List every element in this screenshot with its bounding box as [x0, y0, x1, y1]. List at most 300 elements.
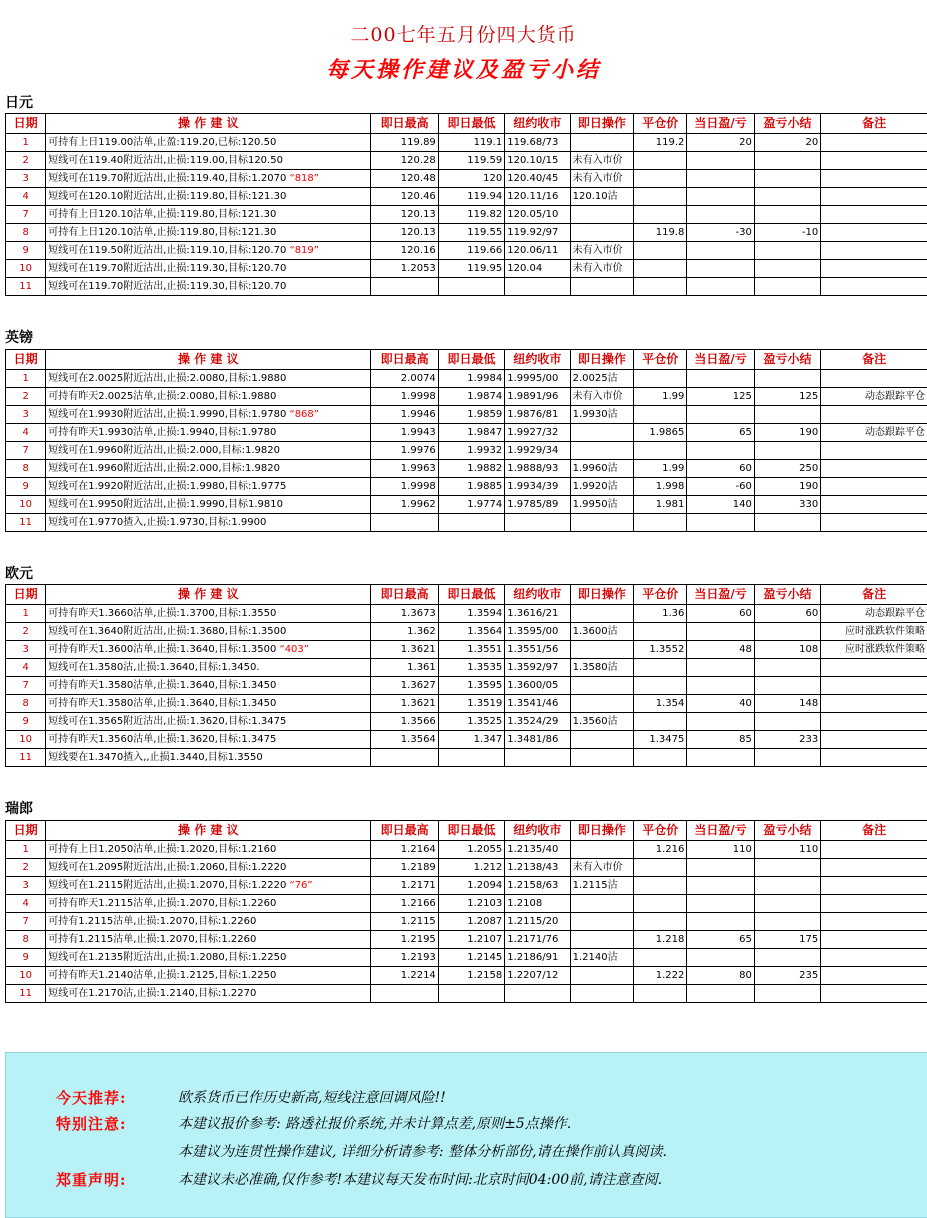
table-row — [6, 895, 927, 913]
pl-cell — [687, 877, 754, 895]
pl-cell — [687, 949, 754, 967]
column-header: 平仓价 — [634, 585, 687, 605]
suggestion-text: 可持有昨天1.3560沽单,止损:1.3620,目标:1.3475 — [48, 734, 277, 745]
pl-cell — [687, 406, 754, 424]
column-header: 备注 — [821, 585, 927, 605]
low-cell: 1.9847 — [438, 424, 504, 442]
column-header: 当日盈/亏 — [687, 350, 754, 370]
pl-cell: 48 — [687, 641, 754, 659]
suggestion-text: 短线可在1.9930附近沽出,止损:1.9990,目标:1.9780 — [48, 409, 287, 420]
op-cell — [570, 224, 633, 242]
high-cell: 1.2171 — [371, 877, 438, 895]
high-cell: 2.0074 — [371, 370, 438, 388]
disclaimer-label: 郑重声明: — [56, 1171, 127, 1189]
pl-cell — [687, 206, 754, 224]
op-cell — [570, 424, 633, 442]
notice-text-1: 本建议报价参考: 路透社报价系统,并未计算点差,原则±5点操作. — [178, 1116, 572, 1132]
suggestion-text: 可持有1.2115沽单,止损:1.2070,目标:1.2260 — [48, 934, 257, 945]
column-header: 即日最低 — [438, 114, 504, 134]
op-cell — [570, 206, 633, 224]
day-cell: 10 — [6, 967, 46, 985]
day-cell: 11 — [6, 514, 46, 532]
price-cell — [634, 152, 687, 170]
op-cell — [570, 731, 633, 749]
close-cell: 1.9888/93 — [505, 460, 570, 478]
total-cell — [754, 188, 820, 206]
column-header: 盈亏小结 — [754, 114, 820, 134]
currency-label: 日元 — [5, 95, 33, 111]
table-row — [6, 749, 927, 767]
pl-cell — [687, 713, 754, 731]
high-cell: 1.2214 — [371, 967, 438, 985]
price-cell — [634, 895, 687, 913]
total-cell — [754, 859, 820, 877]
column-header: 盈亏小结 — [754, 585, 820, 605]
table-row — [6, 260, 927, 278]
total-cell — [754, 442, 820, 460]
op-cell — [570, 749, 633, 767]
note-cell — [821, 478, 927, 496]
disclaimer-text: 本建议未必准确,仅作参考!本建议每天发布时间:北京时间04:00前,请注意查阅. — [178, 1172, 663, 1188]
suggestion-text: 可持有昨天1.9930沽单,止损:1.9940,目标:1.9780 — [48, 427, 277, 438]
suggestion-cell — [46, 713, 371, 731]
price-cell — [634, 278, 687, 296]
pl-cell — [687, 260, 754, 278]
suggestion-text: 可持有上日119.00沽单,止盈:119.20,已标:120.50 — [48, 137, 277, 148]
column-header: 平仓价 — [634, 821, 687, 841]
pl-cell: 65 — [687, 931, 754, 949]
day-cell: 1 — [6, 605, 46, 623]
total-cell: 330 — [754, 496, 820, 514]
column-header: 操 作 建 议 — [46, 350, 371, 370]
suggestion-cell — [46, 877, 371, 895]
suggestion-text: 短线可在1.9770揸入,止损:1.9730,目标:1.9900 — [48, 517, 267, 528]
table-row — [6, 496, 927, 514]
op-cell — [570, 967, 633, 985]
suggestion-cell — [46, 478, 371, 496]
pl-cell — [687, 749, 754, 767]
low-cell: 1.2145 — [438, 949, 504, 967]
note-cell — [821, 731, 927, 749]
suggestion-text: 短线可在120.10附近沽出,止损:119.80,目标:121.30 — [48, 191, 287, 202]
suggestion-text: 短线可在1.2170沽,止损:1.2140,目标:1.2270 — [48, 988, 257, 999]
low-cell: 1.347 — [438, 731, 504, 749]
low-cell: 1.2103 — [438, 895, 504, 913]
low-cell: 1.3564 — [438, 623, 504, 641]
close-cell: 1.3481/86 — [505, 731, 570, 749]
operation-table — [5, 113, 927, 296]
total-cell — [754, 895, 820, 913]
suggestion-cell — [46, 859, 371, 877]
price-cell: 1.9865 — [634, 424, 687, 442]
day-cell: 11 — [6, 749, 46, 767]
price-cell: 1.99 — [634, 460, 687, 478]
table-row — [6, 949, 927, 967]
table-row — [6, 985, 927, 1003]
table-header-row — [6, 114, 927, 134]
op-cell: 1.3600沽 — [570, 623, 633, 641]
pl-cell: 60 — [687, 460, 754, 478]
op-cell: 1.9960沽 — [570, 460, 633, 478]
low-cell: 1.3535 — [438, 659, 504, 677]
column-header: 纽约收市 — [505, 821, 570, 841]
column-header: 即日操作 — [570, 114, 633, 134]
price-cell — [634, 370, 687, 388]
day-cell: 10 — [6, 731, 46, 749]
suggestion-cell — [46, 260, 371, 278]
close-cell: 1.3541/46 — [505, 695, 570, 713]
close-cell: 1.2108 — [505, 895, 570, 913]
operation-table — [5, 820, 927, 1003]
table-row — [6, 859, 927, 877]
high-cell — [371, 514, 438, 532]
total-cell — [754, 370, 820, 388]
suggestion-cell — [46, 967, 371, 985]
note-cell — [821, 514, 927, 532]
day-cell: 4 — [6, 424, 46, 442]
close-cell: 120.10/15 — [505, 152, 570, 170]
close-cell: 1.2138/43 — [505, 859, 570, 877]
low-cell: 1.9874 — [438, 388, 504, 406]
day-cell: 7 — [6, 206, 46, 224]
high-cell: 1.2189 — [371, 859, 438, 877]
close-cell: 1.2171/76 — [505, 931, 570, 949]
suggestion-text: 短线可在119.50附近沽出,止损:119.10,目标:120.70 — [48, 245, 287, 256]
close-cell — [505, 278, 570, 296]
table-row — [6, 931, 927, 949]
total-cell: 108 — [754, 641, 820, 659]
day-cell: 10 — [6, 496, 46, 514]
price-cell — [634, 949, 687, 967]
close-cell: 1.9927/32 — [505, 424, 570, 442]
op-cell — [570, 895, 633, 913]
column-header: 操 作 建 议 — [46, 821, 371, 841]
suggestion-cell — [46, 242, 371, 260]
op-cell: 1.9930沽 — [570, 406, 633, 424]
suggestion-text: 短线可在119.70附近沽出,止损:119.30,目标:120.70 — [48, 281, 287, 292]
high-cell: 1.3621 — [371, 695, 438, 713]
total-cell: 190 — [754, 424, 820, 442]
day-cell: 9 — [6, 949, 46, 967]
suggestion-text: 可持有昨天2.0025沽单,止损:2.0080,目标:1.9880 — [48, 391, 277, 402]
price-cell — [634, 242, 687, 260]
note-cell — [821, 370, 927, 388]
price-cell — [634, 677, 687, 695]
table-row — [6, 623, 927, 641]
column-header: 当日盈/亏 — [687, 585, 754, 605]
pl-cell — [687, 188, 754, 206]
notes-panel — [5, 1052, 927, 1218]
day-cell: 3 — [6, 877, 46, 895]
note-cell — [821, 713, 927, 731]
table-row — [6, 442, 927, 460]
recommend-label: 今天推荐: — [56, 1089, 127, 1107]
high-cell: 1.2195 — [371, 931, 438, 949]
low-cell: 1.212 — [438, 859, 504, 877]
price-cell: 1.3475 — [634, 731, 687, 749]
close-cell: 1.3595/00 — [505, 623, 570, 641]
column-header: 平仓价 — [634, 114, 687, 134]
high-cell: 1.9998 — [371, 388, 438, 406]
price-cell: 1.981 — [634, 496, 687, 514]
suggestion-text: 可持有昨天1.3660沽单,止损:1.3700,目标:1.3550 — [48, 608, 277, 619]
pl-cell: 125 — [687, 388, 754, 406]
close-cell: 1.2186/91 — [505, 949, 570, 967]
high-cell: 1.2164 — [371, 841, 438, 859]
column-header: 平仓价 — [634, 350, 687, 370]
low-cell: 1.9882 — [438, 460, 504, 478]
highlight-code: “76” — [289, 880, 313, 891]
suggestion-cell — [46, 605, 371, 623]
day-cell: 9 — [6, 713, 46, 731]
suggestion-text: 短线可在1.2095附近沽出,止损:1.2060,目标:1.2220 — [48, 862, 287, 873]
price-cell — [634, 206, 687, 224]
price-cell: 1.354 — [634, 695, 687, 713]
day-cell: 1 — [6, 370, 46, 388]
low-cell: 119.1 — [438, 134, 504, 152]
suggestion-cell — [46, 206, 371, 224]
suggestion-text: 短线要在1.3470揸入,,止损1.3440,目标1.3550 — [48, 752, 263, 763]
column-header: 即日操作 — [570, 821, 633, 841]
table-row — [6, 278, 927, 296]
price-cell: 1.3552 — [634, 641, 687, 659]
recommend-text: 欧系货币已作历史新高,短线注意回调风险!! — [178, 1090, 446, 1106]
suggestion-cell — [46, 134, 371, 152]
pl-cell — [687, 152, 754, 170]
low-cell: 1.2094 — [438, 877, 504, 895]
column-header: 操 作 建 议 — [46, 114, 371, 134]
price-cell: 1.218 — [634, 931, 687, 949]
price-cell: 1.998 — [634, 478, 687, 496]
suggestion-cell — [46, 949, 371, 967]
price-cell — [634, 514, 687, 532]
low-cell: 1.3525 — [438, 713, 504, 731]
pl-cell — [687, 623, 754, 641]
op-cell: 1.9920沽 — [570, 478, 633, 496]
day-cell: 8 — [6, 224, 46, 242]
op-cell: 1.3560沽 — [570, 713, 633, 731]
column-header: 备注 — [821, 821, 927, 841]
table-row — [6, 424, 927, 442]
low-cell: 1.2158 — [438, 967, 504, 985]
column-header: 日期 — [6, 821, 46, 841]
table-header-row — [6, 821, 927, 841]
op-cell — [570, 641, 633, 659]
day-cell: 8 — [6, 695, 46, 713]
suggestion-cell — [46, 895, 371, 913]
suggestion-text: 短线可在1.2115附近沽出,止损:1.2070,目标:1.2220 — [48, 880, 287, 891]
total-cell — [754, 170, 820, 188]
note-cell — [821, 659, 927, 677]
note-cell — [821, 913, 927, 931]
suggestion-cell — [46, 985, 371, 1003]
total-cell: 110 — [754, 841, 820, 859]
pl-cell — [687, 985, 754, 1003]
suggestion-cell — [46, 152, 371, 170]
op-cell: 未有入市价 — [570, 242, 633, 260]
suggestion-cell — [46, 406, 371, 424]
operation-table — [5, 584, 927, 767]
total-cell — [754, 242, 820, 260]
price-cell: 1.222 — [634, 967, 687, 985]
op-cell — [570, 442, 633, 460]
table-row — [6, 224, 927, 242]
high-cell: 1.2166 — [371, 895, 438, 913]
note-cell: 动态跟踪平仓 — [821, 388, 927, 406]
op-cell: 未有入市价 — [570, 170, 633, 188]
op-cell — [570, 841, 633, 859]
column-header: 盈亏小结 — [754, 350, 820, 370]
suggestion-text: 短线可在1.9960附近沽出,止损:2.000,目标:1.9820 — [48, 445, 280, 456]
suggestion-text: 短线可在1.3565附近沽出,止损:1.3620,目标:1.3475 — [48, 716, 287, 727]
close-cell: 120.05/10 — [505, 206, 570, 224]
day-cell: 2 — [6, 859, 46, 877]
highlight-code: “868” — [289, 409, 319, 420]
suggestion-text: 短线可在2.0025附近沽出,止损:2.0080,目标:1.9880 — [48, 373, 287, 384]
price-cell — [634, 877, 687, 895]
op-cell: 未有入市价 — [570, 260, 633, 278]
total-cell: 235 — [754, 967, 820, 985]
pl-cell — [687, 677, 754, 695]
table-row — [6, 659, 927, 677]
table-row — [6, 152, 927, 170]
pl-cell: 20 — [687, 134, 754, 152]
suggestion-cell — [46, 623, 371, 641]
suggestion-text: 可持有昨天1.2140沽单,止损:1.2125,目标:1.2250 — [48, 970, 277, 981]
total-cell — [754, 278, 820, 296]
high-cell: 1.2115 — [371, 913, 438, 931]
suggestion-cell — [46, 514, 371, 532]
note-cell: 动态跟踪平仓 — [821, 605, 927, 623]
highlight-code: “403” — [279, 644, 309, 655]
low-cell: 120 — [438, 170, 504, 188]
price-cell — [634, 623, 687, 641]
total-cell — [754, 623, 820, 641]
note-cell — [821, 859, 927, 877]
low-cell: 119.55 — [438, 224, 504, 242]
pl-cell: 140 — [687, 496, 754, 514]
low-cell: 1.9859 — [438, 406, 504, 424]
close-cell: 1.9785/89 — [505, 496, 570, 514]
day-cell: 11 — [6, 278, 46, 296]
high-cell: 1.2053 — [371, 260, 438, 278]
suggestion-cell — [46, 388, 371, 406]
note-cell — [821, 442, 927, 460]
price-cell: 119.8 — [634, 224, 687, 242]
close-cell: 1.3600/05 — [505, 677, 570, 695]
day-cell: 8 — [6, 460, 46, 478]
high-cell: 1.9962 — [371, 496, 438, 514]
column-header: 日期 — [6, 350, 46, 370]
suggestion-text: 短线可在119.70附近沽出,止损:119.40,目标:1.2070 — [48, 173, 287, 184]
title-line2: 每天操作建议及盈亏小结 — [325, 57, 601, 83]
suggestion-cell — [46, 731, 371, 749]
table-row — [6, 134, 927, 152]
high-cell: 1.9946 — [371, 406, 438, 424]
pl-cell — [687, 659, 754, 677]
day-cell: 2 — [6, 152, 46, 170]
low-cell: 1.3594 — [438, 605, 504, 623]
column-header: 即日操作 — [570, 350, 633, 370]
table-row — [6, 460, 927, 478]
highlight-code: “818” — [289, 173, 319, 184]
low-cell — [438, 278, 504, 296]
column-header: 备注 — [821, 114, 927, 134]
total-cell — [754, 985, 820, 1003]
column-header: 操 作 建 议 — [46, 585, 371, 605]
pl-cell — [687, 370, 754, 388]
op-cell: 1.2140沽 — [570, 949, 633, 967]
notice-text-2: 本建议为连贯性操作建议, 详细分析请参考: 整体分析部份,请在操作前认真阅读. — [178, 1144, 667, 1160]
note-cell — [821, 170, 927, 188]
table-row — [6, 478, 927, 496]
price-cell — [634, 170, 687, 188]
close-cell: 1.3592/97 — [505, 659, 570, 677]
high-cell: 1.3621 — [371, 641, 438, 659]
suggestion-text: 可持有昨天1.3600沽单,止损:1.3640,目标:1.3500 — [48, 644, 277, 655]
close-cell: 1.9995/00 — [505, 370, 570, 388]
day-cell: 7 — [6, 442, 46, 460]
total-cell: 250 — [754, 460, 820, 478]
op-cell: 1.9950沽 — [570, 496, 633, 514]
price-cell — [634, 659, 687, 677]
suggestion-text: 短线可在1.9960附近沽出,止损:2.000,目标:1.9820 — [48, 463, 280, 474]
suggestion-cell — [46, 496, 371, 514]
high-cell: 120.48 — [371, 170, 438, 188]
suggestion-cell — [46, 659, 371, 677]
suggestion-cell — [46, 278, 371, 296]
column-header: 即日最高 — [371, 585, 438, 605]
table-row — [6, 206, 927, 224]
op-cell: 1.3580沽 — [570, 659, 633, 677]
note-cell — [821, 206, 927, 224]
table-row — [6, 514, 927, 532]
pl-cell: 80 — [687, 967, 754, 985]
pl-cell — [687, 913, 754, 931]
column-header: 即日最低 — [438, 350, 504, 370]
note-cell — [821, 188, 927, 206]
table-row — [6, 731, 927, 749]
notice-label: 特别注意: — [56, 1115, 127, 1133]
note-cell — [821, 260, 927, 278]
price-cell — [634, 260, 687, 278]
note-cell — [821, 749, 927, 767]
day-cell: 2 — [6, 623, 46, 641]
column-header: 纽约收市 — [505, 585, 570, 605]
suggestion-text: 短线可在119.40附近沽出,止损:119.00,目标120.50 — [48, 155, 283, 166]
day-cell: 4 — [6, 659, 46, 677]
pl-cell: 85 — [687, 731, 754, 749]
table-row — [6, 170, 927, 188]
day-cell: 1 — [6, 134, 46, 152]
price-cell: 1.99 — [634, 388, 687, 406]
pl-cell: 40 — [687, 695, 754, 713]
column-header: 盈亏小结 — [754, 821, 820, 841]
low-cell: 1.9885 — [438, 478, 504, 496]
price-cell — [634, 749, 687, 767]
column-header: 日期 — [6, 585, 46, 605]
total-cell — [754, 260, 820, 278]
suggestion-text: 可持有上日1.2050沽单,止损:1.2020,目标:1.2160 — [48, 844, 277, 855]
day-cell: 9 — [6, 478, 46, 496]
table-row — [6, 406, 927, 424]
close-cell: 1.9876/81 — [505, 406, 570, 424]
low-cell: 1.2107 — [438, 931, 504, 949]
low-cell — [438, 514, 504, 532]
total-cell — [754, 659, 820, 677]
close-cell: 119.68/73 — [505, 134, 570, 152]
total-cell — [754, 913, 820, 931]
